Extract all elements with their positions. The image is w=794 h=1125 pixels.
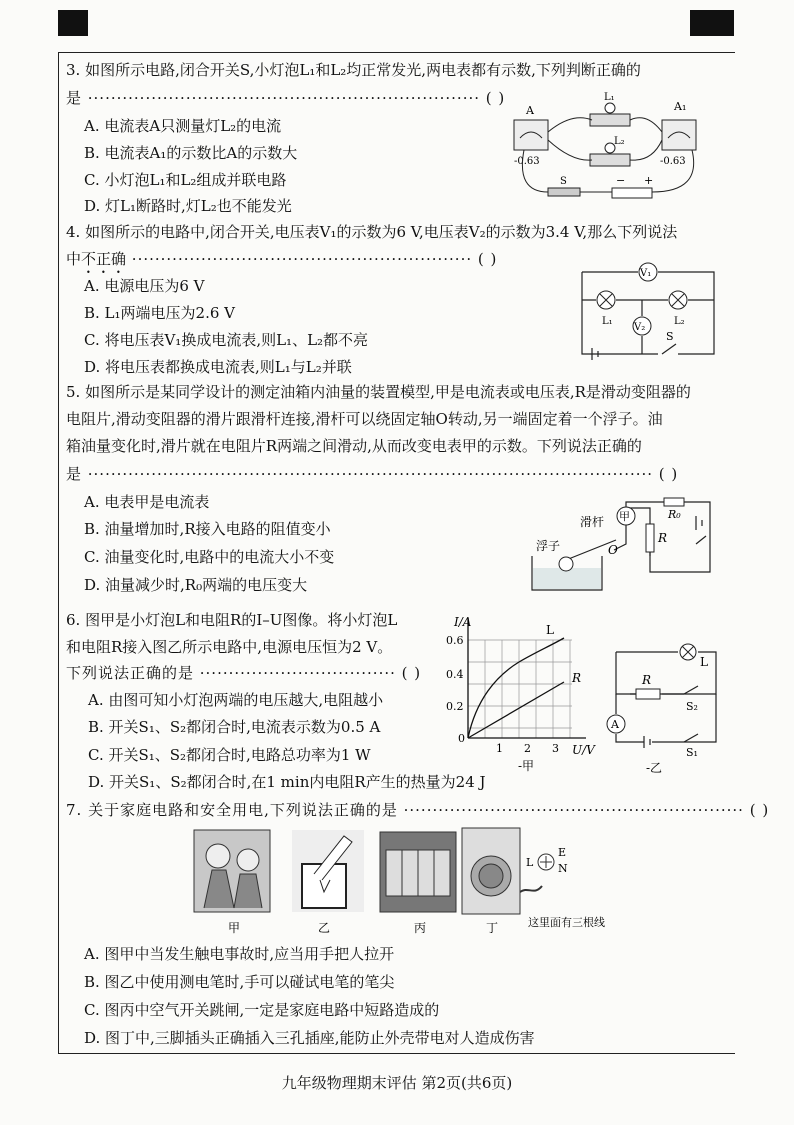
graph-caption: -甲 (518, 759, 535, 773)
voltmeter-v2-label: V₂ (634, 322, 646, 333)
float (559, 557, 573, 571)
q4-emphasis: 不正确 (81, 250, 127, 268)
battery (612, 188, 652, 198)
plug-letter-n: N (558, 862, 568, 875)
q6-iu-graph (446, 610, 596, 782)
q4-option-b: B. L₁两端电压为2.6 V (84, 304, 235, 322)
q6-option-a: A. 由图可知小灯泡两端的电压越大,电阻越小 (88, 691, 384, 709)
q7-option-c: C. 图丙中空气开关跳闸,一定是家庭电路中短路造成的 (84, 1001, 440, 1019)
q7-option-d: D. 图丁中,三脚插头正确插入三孔插座,能防止外壳带电对人造成伤害 (84, 1029, 535, 1047)
q5-stem-line2: 电阻片,滑动变阻器的滑片跟滑杆连接,滑杆可以绕固定轴O转动,另一端固定着一个浮子。油 (66, 410, 663, 428)
switch-s1-label: S₁ (686, 746, 698, 759)
q7-stem: 7. 关于家庭电路和安全用电,下列说法正确的是 ··························································· ( ) (66, 801, 770, 819)
q6-stem-line3: 下列说法正确的是 ·································· ( ) (66, 664, 422, 682)
battery-plus: + (644, 174, 654, 187)
q3-option-a: A. 电流表A只测量灯L₂的电流 (84, 117, 282, 135)
q3-option-c: C. 小灯泡L₁和L₂组成并联电路 (84, 171, 287, 189)
graph-ytick-04: 0.4 (446, 668, 464, 681)
q6-stem-line2: 和电阻R接入图乙所示电路中,电源电压恒为2 V。 (66, 638, 393, 656)
picture-ding-caption: 丁 (486, 921, 499, 935)
ammeter-a1 (662, 120, 696, 150)
ammeter-a1-range: -0.63 (660, 156, 686, 167)
three-wire-note: 这里面有三根线 (528, 916, 605, 929)
graph-y-axis-label: I/A (454, 615, 472, 629)
picture-jia-caption: 甲 (228, 921, 241, 935)
q5-stem-line3: 箱油量变化时,滑片就在电阻片R两端之间滑动,从而改变电表甲的示数。下列说法正确的 (66, 437, 642, 455)
switch-s (548, 188, 580, 196)
q4-stem-line1: 4. 如图所示的电路中,闭合开关,电压表V₁的示数为6 V,电压表V₂的示数为3.4 V,那么下列说法 (66, 223, 678, 241)
q3-stem-line1: 3. 如图所示电路,闭合开关S,小灯泡L₁和L₂均正常发光,两电表都有示数,下列判断正确的 (66, 61, 641, 79)
ammeter-a-label: A (526, 104, 534, 117)
q4-stem-line2 (66, 249, 497, 277)
page-footer: 九年级物理期末评估 第2页(共6页) (281, 1074, 513, 1092)
resistor-r0 (664, 498, 684, 506)
switch-s2-label: S₂ (686, 700, 698, 713)
battery-minus: − (616, 174, 626, 187)
ammeter-a1-label: A₁ (674, 100, 687, 113)
q6-stem-line1: 6. 图甲是小灯泡L和电阻R的I–U图像。将小灯泡L (66, 611, 398, 629)
curve-l-label: L (546, 623, 554, 637)
q6-circuit-figure (600, 636, 722, 778)
line-r-label: R (572, 671, 582, 685)
resistor-r (636, 689, 660, 699)
q5-option-c: C. 油量变化时,电路中的电流大小不变 (84, 548, 335, 566)
picture-yi-caption: 乙 (318, 921, 331, 935)
graph-ytick-0: 0 (458, 732, 465, 745)
lamp-l2-base (590, 154, 630, 166)
q7-option-b: B. 图乙中使用测电笔时,手可以碰试电笔的笔尖 (84, 973, 395, 991)
lamp-l1-label: L₁ (604, 92, 615, 103)
q6-option-d: D. 开关S₁、S₂都闭合时,在1 min内电阻R产生的热量为24 J (88, 773, 486, 791)
switch-s-label: S (666, 330, 674, 343)
q4-option-a: A. 电源电压为6 V (84, 277, 205, 295)
plug-cord (520, 886, 542, 892)
q3-circuit-figure (512, 92, 724, 208)
resistor-r-label: R (658, 531, 668, 545)
q5-option-b: B. 油量增加时,R接入电路的阻值变小 (84, 520, 331, 538)
registration-mark-right (690, 10, 734, 36)
line-r (468, 682, 564, 738)
q4-stem-suffix: ··························································· ( ) (126, 250, 498, 268)
graph-xtick-1: 1 (496, 742, 503, 755)
q4-option-d: D. 将电压表都换成电流表,则L₁与L₂并联 (84, 358, 352, 376)
picture-bing-caption: 丙 (414, 921, 427, 935)
q5-option-d: D. 油量减少时,R₀两端的电压变大 (84, 576, 308, 594)
voltmeter-v1-label: V₁ (640, 268, 652, 279)
resistor-r0-label: R₀ (668, 508, 681, 521)
plug-letter-l: L (526, 856, 534, 869)
q3-stem-line2: 是 ···································································· ( ) (66, 89, 506, 107)
meter-jia-label: 甲 (619, 510, 630, 523)
lamp-l-label: L (700, 655, 708, 669)
ammeter-a (514, 120, 548, 150)
lamp-l1-base (590, 114, 630, 126)
registration-mark-left (58, 10, 88, 36)
q3-option-b: B. 电流表A₁的示数比A的示数大 (84, 144, 298, 162)
resistor-r-label: R (642, 673, 652, 687)
graph-x-axis-label: U/V (572, 743, 595, 757)
variable-resistor-r (646, 524, 654, 552)
rod-label: 滑杆 (580, 515, 605, 529)
float-label: 浮子 (536, 539, 561, 553)
q5-oil-gauge-figure (530, 494, 720, 594)
q4-stem-prefix: 中 (66, 250, 82, 268)
q4-option-c: C. 将电压表V₁换成电流表,则L₁、L₂都不亮 (84, 331, 369, 349)
q3-option-d: D. 灯L₁断路时,灯L₂也不能发光 (84, 197, 292, 215)
q5-stem-line4: 是 ·································································································· ( ) (66, 465, 679, 483)
lamp-l1-label: L₁ (602, 316, 613, 327)
ammeter-a-label: A (611, 718, 619, 731)
q5-option-a: A. 电表甲是电流表 (84, 493, 210, 511)
switch-s-label: S (560, 176, 567, 187)
q5-stem-line1: 5. 如图所示是某同学设计的测定油箱内油量的装置模型,甲是电流表或电压表,R是滑动变阻器的 (66, 383, 691, 401)
q7-pictures (190, 826, 750, 936)
lamp-l2-label: L₂ (674, 316, 685, 327)
plug-letter-e: E (558, 846, 567, 859)
q4-circuit-figure (578, 258, 718, 366)
circuit-caption: -乙 (646, 761, 663, 775)
ammeter-a-range: -0.63 (514, 156, 540, 167)
graph-ytick-02: 0.2 (446, 700, 464, 713)
pivot-o-label: O (608, 543, 618, 557)
q6-option-c: C. 开关S₁、S₂都闭合时,电路总功率为1 W (88, 746, 371, 764)
graph-xtick-3: 3 (552, 742, 559, 755)
lamp-l2-label: L₂ (614, 136, 625, 147)
curve-l (468, 638, 564, 738)
q6-option-b: B. 开关S₁、S₂都闭合时,电流表示数为0.5 A (88, 718, 381, 736)
q7-option-a: A. 图甲中当发生触电事故时,应当用手把人拉开 (84, 945, 395, 963)
graph-xtick-2: 2 (524, 742, 531, 755)
graph-ytick-06: 0.6 (446, 634, 464, 647)
